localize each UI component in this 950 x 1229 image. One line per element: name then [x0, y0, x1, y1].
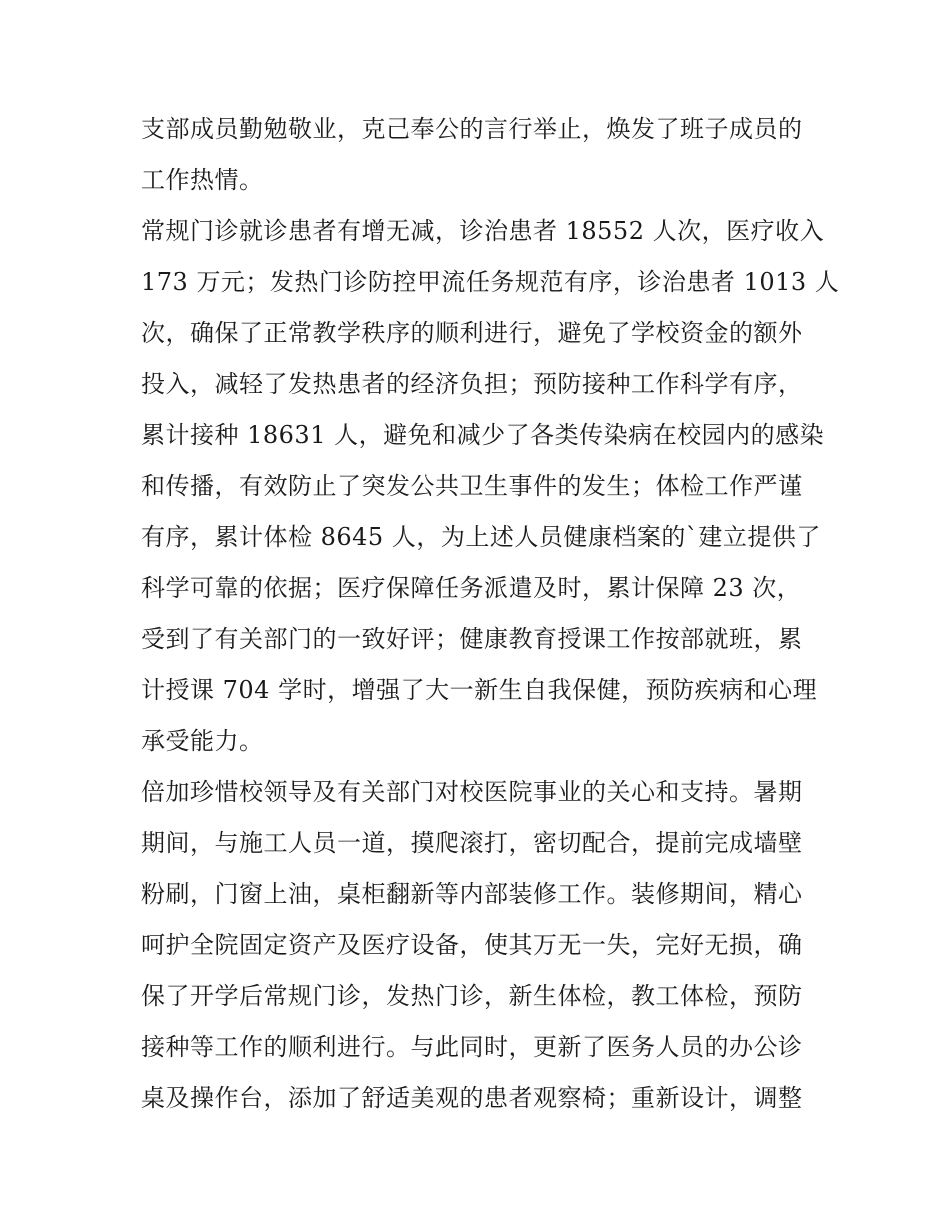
text-line-4: 173 万元；发热门诊防控甲流任务规范有序，诊治患者 1013 人 [141, 268, 840, 296]
text-line-1: 支部成员勤勉敬业，克己奉公的言行举止，焕发了班子成员的 [141, 115, 803, 143]
text-line-15: 期间，与施工人员一道，摸爬滚打，密切配合，提前完成墙壁 [141, 829, 803, 857]
text-line-14: 倍加珍惜校领导及有关部门对校医院事业的关心和支持。暑期 [141, 778, 803, 806]
text-line-16: 粉刷，门窗上油，桌柜翻新等内部装修工作。装修期间，精心 [141, 880, 803, 908]
text-line-20: 桌及操作台，添加了舒适美观的患者观察椅；重新设计，调整 [141, 1084, 803, 1112]
text-line-6: 投入，减轻了发热患者的经济负担；预防接种工作科学有序， [141, 370, 803, 398]
text-line-10: 科学可靠的依据；医疗保障任务派遣及时，累计保障 23 次， [141, 574, 802, 602]
text-line-11: 受到了有关部门的一致好评；健康教育授课工作按部就班，累 [141, 625, 803, 653]
text-line-2: 工作热情。 [141, 166, 264, 194]
text-line-13: 承受能力。 [141, 727, 264, 755]
text-line-3: 常规门诊就诊患者有增无减，诊治患者 18552 人次，医疗收入 [141, 217, 825, 245]
text-line-9: 有序，累计体检 8645 人，为上述人员健康档案的`建立提供了 [141, 523, 821, 551]
text-line-18: 保了开学后常规门诊，发热门诊，新生体检，教工体检，预防 [141, 982, 803, 1010]
text-line-19: 接种等工作的顺利进行。与此同时，更新了医务人员的办公诊 [141, 1033, 803, 1061]
body-text [141, 104, 840, 1124]
text-line-12: 计授课 704 学时，增强了大一新生自我保健，预防疾病和心理 [141, 676, 818, 704]
text-line-17: 呵护全院固定资产及医疗设备，使其万无一失，完好无损，确 [141, 931, 803, 959]
text-line-7: 累计接种 18631 人，避免和减少了各类传染病在校园内的感染 [141, 421, 825, 449]
text-line-8: 和传播，有效防止了突发公共卫生事件的发生；体检工作严谨 [141, 472, 803, 500]
text-line-5: 次，确保了正常教学秩序的顺利进行，避免了学校资金的额外 [141, 319, 803, 347]
